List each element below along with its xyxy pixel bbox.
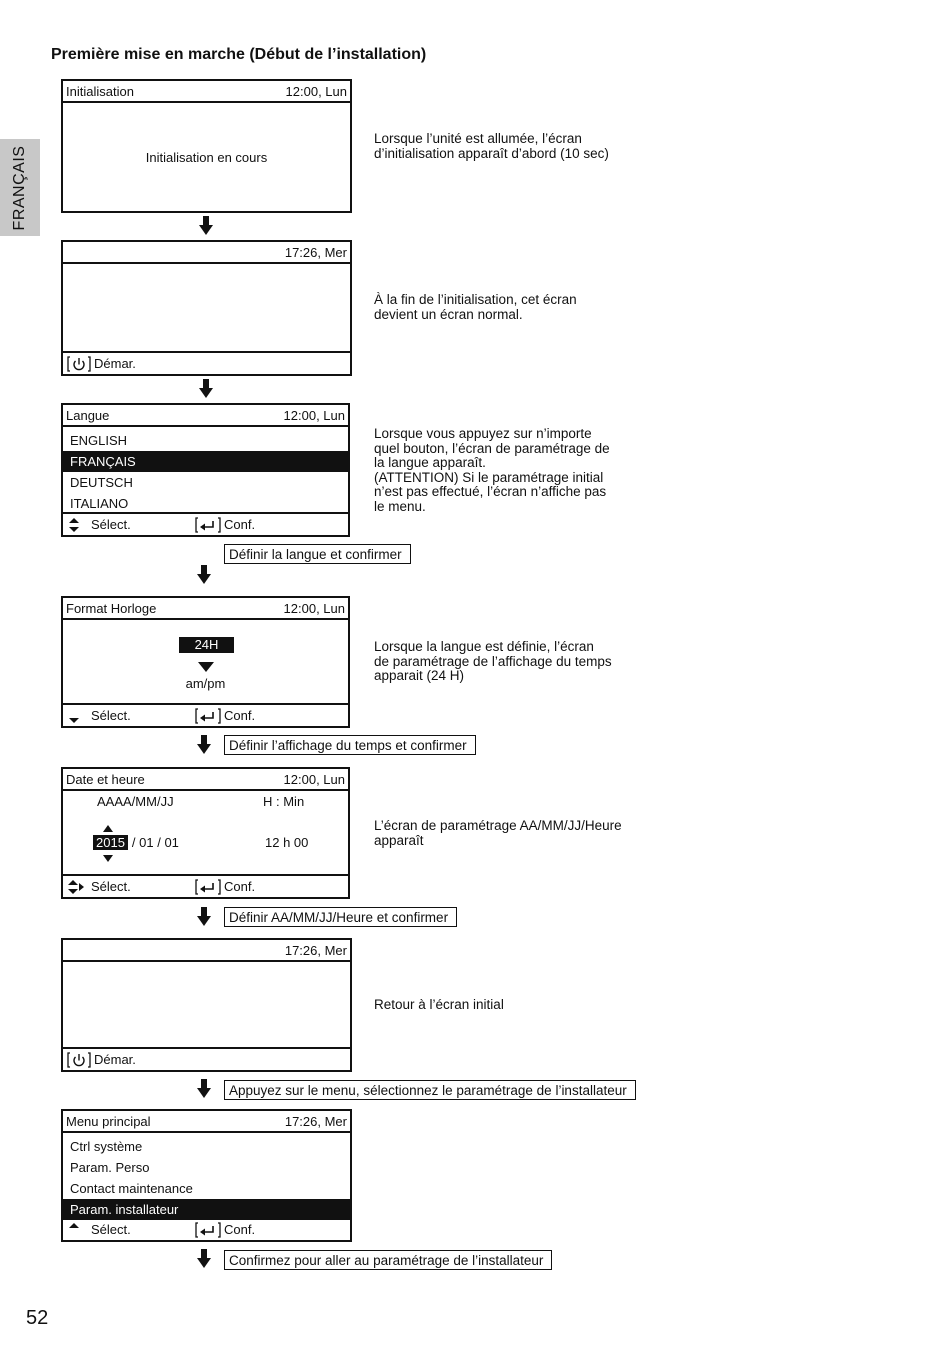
screen-initialisation	[61, 79, 352, 213]
step-set-time-display: Définir l’affichage du temps et confirmer	[224, 735, 476, 755]
screen-header	[63, 242, 350, 264]
language-option-deutsch[interactable]: DEUTSCH	[70, 475, 133, 490]
power-icon[interactable]	[67, 1052, 91, 1068]
screen-header	[63, 598, 348, 620]
down-arrow-icon	[197, 735, 211, 755]
screen-time: 17:26, Mer	[284, 942, 347, 958]
desc-line: Lorsque vous appuyez sur n’importe	[374, 426, 592, 441]
down-triangle-icon	[198, 662, 214, 672]
language-option-english[interactable]: ENGLISH	[70, 433, 128, 448]
desc-line: quel bouton, l’écran de paramétrage de	[374, 440, 610, 456]
desc-line: d’initialisation apparaît d’abord (10 sec)	[374, 145, 609, 161]
desc-clock-format	[374, 640, 634, 684]
screen-footer	[63, 1217, 350, 1240]
screen-header	[63, 940, 350, 962]
screen-time: 12:00, Lun	[283, 771, 345, 787]
screen-footer	[63, 703, 348, 726]
desc-line: la langue apparaît.	[374, 455, 486, 471]
language-option-francais[interactable]: FRANÇAIS	[63, 451, 348, 472]
down-arrow-icon	[199, 379, 213, 399]
language-list	[63, 427, 348, 514]
enter-icon[interactable]	[195, 879, 221, 895]
down-arrow-icon	[197, 1249, 211, 1269]
desc-language	[374, 427, 634, 515]
down-arrow-icon	[197, 1079, 211, 1099]
menu-item-personal-settings[interactable]: Param. Perso	[70, 1160, 150, 1175]
screen-footer	[63, 512, 348, 535]
step-open-installer-menu: Appuyez sur le menu, sélectionnez le paramétrage de l’installateur	[224, 1080, 636, 1100]
desc-normal	[374, 293, 634, 322]
select-label: Sélect.	[91, 1222, 131, 1237]
screen-date-time	[61, 767, 350, 899]
date-format-label: AAAA/MM/JJ	[97, 794, 174, 809]
desc-line: devient un écran normal.	[374, 306, 523, 322]
screen-title: Date et heure	[66, 771, 145, 787]
desc-return	[374, 998, 634, 1013]
option-am-pm[interactable]: am/pm	[185, 676, 226, 691]
option-24h[interactable]: 24H	[179, 637, 234, 653]
screen-main-menu	[61, 1109, 352, 1242]
desc-line: (ATTENTION) Si le paramétrage initial	[374, 469, 604, 485]
date-value[interactable]	[93, 835, 179, 850]
desc-initialisation	[374, 132, 634, 161]
start-label: Démar.	[94, 1052, 136, 1067]
screen-footer	[63, 1047, 350, 1070]
side-tab-label: FRANÇAIS	[11, 145, 28, 230]
language-side-tab	[0, 139, 40, 236]
menu-item-installer-settings[interactable]: Param. installateur	[63, 1199, 350, 1220]
menu-item-maintenance-contact[interactable]: Contact maintenance	[70, 1181, 193, 1196]
desc-line: Retour à l’écran initial	[374, 997, 504, 1012]
screen-time: 17:26, Mer	[284, 1113, 347, 1129]
desc-line: apparaît	[374, 832, 424, 848]
enter-icon[interactable]	[195, 517, 221, 533]
desc-line: Lorsque l’unité est allumée, l’écran	[374, 131, 582, 146]
down-arrow-icon	[199, 216, 213, 236]
up-down-icon[interactable]	[67, 517, 81, 533]
screen-normal-return	[61, 938, 352, 1072]
select-label: Sélect.	[91, 879, 131, 894]
page-title: Première mise en marche (Début de l’installation)	[51, 46, 427, 63]
year-field[interactable]: 2015	[93, 835, 128, 850]
step-set-date-time: Définir AA/MM/JJ/Heure et confirmer	[224, 907, 457, 927]
page-number: 52	[26, 1307, 49, 1329]
desc-line: n’est pas effectué, l’écran n’affiche pas	[374, 484, 607, 500]
step-confirm-installer: Confirmez pour aller au paramétrage de l’installateur	[224, 1250, 552, 1270]
step-set-language: Définir la langue et confirmer	[224, 544, 411, 564]
enter-icon[interactable]	[195, 708, 221, 724]
start-label: Démar.	[94, 356, 136, 371]
screen-header	[63, 1111, 350, 1133]
confirm-label: Conf.	[224, 517, 256, 532]
language-option-italiano[interactable]: ITALIANO	[70, 496, 129, 511]
up-triangle-icon	[103, 825, 113, 832]
select-label: Sélect.	[91, 517, 131, 532]
select-label: Sélect.	[91, 708, 131, 723]
screen-normal	[61, 240, 352, 376]
down-icon[interactable]	[67, 708, 81, 724]
desc-line: Lorsque la langue est définie, l’écran	[374, 639, 594, 654]
screen-title: Langue	[66, 407, 110, 423]
screen-header	[63, 81, 350, 103]
screen-footer	[63, 351, 350, 374]
desc-date-time	[374, 819, 634, 848]
screen-time: 17:26, Mer	[284, 244, 347, 260]
menu-item-system-control[interactable]: Ctrl système	[70, 1139, 143, 1154]
screen-language	[61, 403, 350, 537]
screen-header	[63, 405, 348, 427]
confirm-label: Conf.	[224, 879, 256, 894]
desc-line: de paramétrage de l’affichage du temps	[374, 653, 612, 669]
screen-title: Initialisation	[66, 83, 134, 99]
down-arrow-icon	[197, 565, 211, 585]
screen-time: 12:00, Lun	[283, 407, 345, 423]
screen-time: 12:00, Lun	[285, 83, 347, 99]
down-arrow-icon	[197, 907, 211, 927]
down-triangle-icon	[103, 855, 113, 862]
confirm-label: Conf.	[224, 1222, 256, 1237]
screen-title: Format Horloge	[66, 600, 157, 616]
main-menu-list	[63, 1133, 350, 1220]
desc-line: À la fin de l’initialisation, cet écran	[374, 292, 577, 307]
screen-time: 12:00, Lun	[283, 600, 345, 616]
screen-footer	[63, 874, 348, 897]
init-message: Initialisation en cours	[145, 150, 268, 165]
up-down-right-icon[interactable]	[67, 879, 85, 895]
screen-title: Menu principal	[66, 1113, 151, 1129]
time-format-label: H : Min	[263, 794, 305, 809]
power-icon[interactable]	[67, 356, 91, 372]
up-icon[interactable]	[67, 1222, 81, 1238]
hour-minute-field[interactable]: 12 h 00	[265, 835, 309, 850]
enter-icon[interactable]	[195, 1222, 221, 1238]
screen-header	[63, 769, 348, 791]
desc-line: L’écran de paramétrage AA/MM/JJ/Heure	[374, 818, 622, 833]
month-day-field[interactable]: / 01 / 01	[131, 835, 179, 850]
screen-clock-format	[61, 596, 350, 728]
desc-line: apparait (24 H)	[374, 668, 465, 684]
confirm-label: Conf.	[224, 708, 256, 723]
desc-line: le menu.	[374, 498, 426, 514]
